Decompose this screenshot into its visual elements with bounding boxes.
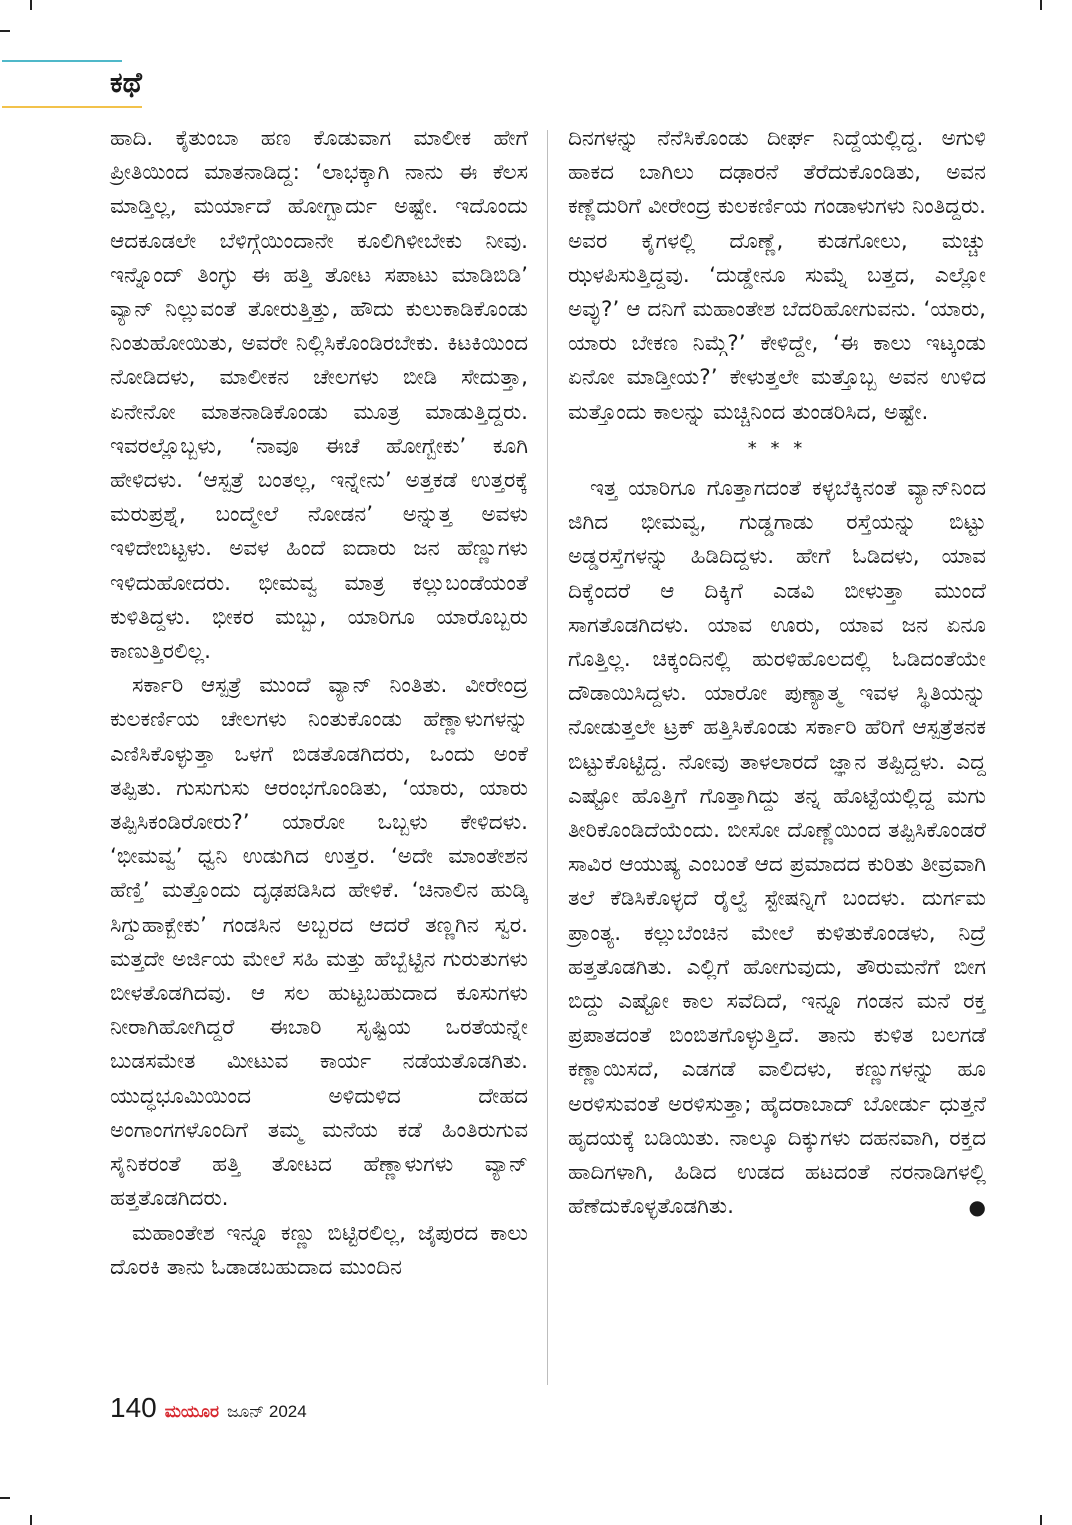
paragraph-text: ಇತ್ತ ಯಾರಿಗೂ ಗೊತ್ತಾಗದಂತೆ ಕಳ್ಳಬೆಕ್ಕಿನಂತೆ ವ್ಯಾನ್‌ನಿಂದ ಜಿಗಿದ ಭೀಮವ್ವ, ಗುಡ್ಡಗಾಡು ರಸ್ತೆಯನ್ನು ಬಿಟ್ಟು ಅಡ್ಡರಸ್ತೆಗಳನ್ನು ಹಿಡಿದಿದ್ದಳು. ಹೇಗೆ ಓಡಿದಳು, ಯಾವ ದಿಕ್ಕೆಂದರೆ ಆ ದಿಕ್ಕಿಗೆ ಎಡವಿ ಬೀಳುತ್ತಾ ಮುಂದೆ ಸಾಗತೊಡಗಿದಳು. ಯಾವ ಊರು, ಯಾವ ಜನ ಏನೂ ಗೊತ್ತಿಲ್ಲ. ಚಿಕ್ಕಂದಿನಲ್ಲಿ ಹುರಳಿಹೊಲದಲ್ಲಿ ಓಡಿದಂತೆಯೇ ದೌಡಾಯಿಸಿದ್ದಳು. ಯಾರೋ ಪುಣ್ಯಾತ್ಮ ಇವಳ ಸ್ಥಿತಿಯನ್ನು ನೋಡುತ್ತಲೇ ಟ್ರಕ್ ಹತ್ತಿಸಿಕೊಂಡು ಸರ್ಕಾರಿ ಹೆರಿಗೆ ಆಸ್ಪತ್ರೆತನಕ ಬಿಟ್ಟುಕೊಟ್ಟಿದ್ದ. ನೋವು ತಾಳಲಾರದೆ ಜ್ಞಾನ ತಪ್ಪಿದ್ದಳು. ಎದ್ದ ಎಷ್ಟೋ ಹೊತ್ತಿಗೆ ಗೊತ್ತಾಗಿದ್ದು ತನ್ನ ಹೊಟ್ಟೆಯಲ್ಲಿದ್ದ ಮಗು ತೀರಿಕೊಂಡಿದೆಯೆಂದು. ಬೀಸೋ ದೊಣ್ಣೆಯಿಂದ ತಪ್ಪಿಸಿಕೊಂಡರೆ ಸಾವಿರ ಆಯುಷ್ಯ ಎಂಬಂತೆ ಆದ ಪ್ರಮಾದದ ಕುರಿತು ತೀವ್ರವಾಗಿ ತಲೆ ಕೆಡಿಸಿಕೊಳ್ಳದೆ ರೈಲ್ವೆ ಸ್ಟೇಷನ್ನಿಗೆ ಬಂದಳು. ದುರ್ಗಮ ಪ್ರಾಂತ್ಯ. ಕಲ್ಲುಬೆಂಚಿನ ಮೇಲೆ ಕುಳಿತುಕೊಂಡಳು, ನಿದ್ರೆ ಹತ್ತತೊಡಗಿತು. ಎಲ್ಲಿಗೆ ಹೋಗುವುದು, ತೌರುಮನೆಗೆ ಬೀಗ ಬಿದ್ದು ಎಷ್ಟೋ ಕಾಲ ಸವೆದಿದೆ, ಇನ್ನೂ ಗಂಡನ ಮನೆ ರಕ್ತ ಪ್ರಪಾತದಂತೆ ಬಿಂಬಿತಗೊಳ್ಳುತ್ತಿದೆ. ತಾನು ಕುಳಿತ ಬಲಗಡೆ ಕಣ್ಣಾಯಿಸದೆ, ಎಡಗಡೆ ವಾಲಿದಳು, ಕಣ್ಣುಗಳನ್ನು ಹೂ ಅರಳಿಸುವಂತೆ ಅರಳಿಸುತ್ತಾ; ಹೈದರಾಬಾದ್ ಬೋರ್ಡು ಧುತ್ತನೆ ಹೃದಯಕ್ಕೆ ಬಡಿಯಿತು. ನಾಲ್ಕೂ ದಿಕ್ಕುಗಳು ದಹನವಾಗಿ, ರಕ್ತದ ಹಾದಿಗಳಾಗಿ, ಹಿಡಿದ ಉಡದ ಹಟದಂತೆ ನರನಾಡಿಗಳಲ್ಲಿ ಹೆಣೆದುಕೊಳ್ಳತೊಡಗಿತು.	[568, 476, 986, 1220]
crop-mark	[1040, 0, 1042, 10]
paragraph	[568, 472, 986, 1224]
magazine-logo: ಮಯೂರ	[164, 1402, 219, 1422]
scene-break: * * *	[747, 437, 807, 459]
right-column	[568, 122, 986, 1225]
page-number: 140	[110, 1392, 157, 1423]
paragraph: ಮಹಾಂತೇಶ ಇನ್ನೂ ಕಣ್ಣು ಬಿಟ್ಟಿರಲಿಲ್ಲ, ಜೈಪುರದ ಕಾಲು ದೊರಕಿ ತಾನು ಓಡಾಡಬಹುದಾದ ಮುಂದಿನ	[110, 1220, 528, 1280]
header-rule-top	[2, 60, 122, 62]
paragraph: ಹಾದಿ. ಕೈತುಂಬಾ ಹಣ ಕೊಡುವಾಗ ಮಾಲೀಕ ಹೇಗೆ ಪ್ರೀತಿಯಿಂದ ಮಾತನಾಡಿದ್ದ: ‘ಲಾಭಕ್ಕಾಗಿ ನಾನು ಈ ಕೆಲಸ ಮಾಡ್ತಿಲ್ಲ, ಮರ್ಯಾದೆ ಹೋಗ್ಬಾರ್ದು ಅಷ್ಟೇ. ಇದೊಂದು ಆದಕೂಡಲೇ ಬೆಳಿಗ್ಗೆಯಿಂದಾನೇ ಕೂಲಿಗಿಳೀಬೇಕು ನೀವು. ಇನ್ನೊಂದ್ ತಿಂಗ್ಳು ಈ ಹತ್ತಿ ತೋಟ ಸಪಾಟು ಮಾಡಿಬಿಡಿ’ ವ್ಯಾನ್ ನಿಲ್ಲುವಂತೆ ತೋರುತ್ತಿತ್ತು, ಹೌದು ಕುಲುಕಾಡಿಕೊಂಡು ನಿಂತುಹೋಯಿತು, ಅವರೇ ನಿಲ್ಲಿಸಿಕೊಂಡಿರಬೇಕು. ಕಿಟಕಿಯಿಂದ ನೋಡಿದಳು, ಮಾಲೀಕನ ಚೇಲಗಳು ಬೀಡಿ ಸೇದುತ್ತಾ, ಏನೇನೋ ಮಾತನಾಡಿಕೊಂಡು ಮೂತ್ರ ಮಾಡುತ್ತಿದ್ದರು. ಇವರಲ್ಲೊಬ್ಬಳು, ‘ನಾವೂ ಈಚೆ ಹೋಗ್ಬೇಕು’ ಕೂಗಿ ಹೇಳಿದಳು. ‘ಆಸ್ಪತ್ರೆ ಬಂತಲ್ಲ, ಇನ್ನೇನು’ ಅತ್ತಕಡೆ ಉತ್ತರಕ್ಕೆ ಮರುಪ್ರಶ್ನೆ, ಬಂದ್ಮೇಲೆ ನೋಡನ’ ಅನ್ನುತ್ತ ಅವಳು ಇಳಿದೇಬಿಟ್ಟಳು. ಅವಳ ಹಿಂದೆ ಐದಾರು ಜನ ಹೆಣ್ಣುಗಳು ಇಳಿದುಹೋದರು. ಭೀಮವ್ವ ಮಾತ್ರ ಕಲ್ಲುಬಂಡೆಯಂತೆ ಕುಳಿತಿದ್ದಳು. ಭೀಕರ ಮಬ್ಬು, ಯಾರಿಗೂ ಯಾರೊಬ್ಬರು ಕಾಣುತ್ತಿರಲಿಲ್ಲ.	[110, 126, 528, 665]
page-footer	[110, 1392, 307, 1428]
paragraph: ಸರ್ಕಾರಿ ಆಸ್ಪತ್ರೆ ಮುಂದೆ ವ್ಯಾನ್ ನಿಂತಿತು. ವೀರೇಂದ್ರ ಕುಲಕರ್ಣಿಯ ಚೇಲಗಳು ನಿಂತುಕೊಂಡು ಹೆಣ್ಣಾಳುಗಳನ್ನು ಎಣಿಸಿಕೊಳ್ಳುತ್ತಾ ಒಳಗೆ ಬಿಡತೊಡಗಿದರು, ಒಂದು ಅಂಕೆ ತಪ್ಪಿತು. ಗುಸುಗುಸು ಆರಂಭಗೊಂಡಿತು, ‘ಯಾರು, ಯಾರು ತಪ್ಪಿಸಿಕಂಡಿರೋರು?’ ಯಾರೋ ಒಬ್ಬಳು ಕೇಳಿದಳು. ‘ಭೀಮವ್ವ’ ಧ್ವನಿ ಉಡುಗಿದ ಉತ್ತರ. ‘ಅದೇ ಮಾಂತೇಶನ ಹೆಣ್ತಿ’ ಮತ್ತೊಂದು ದೃಢಪಡಿಸಿದ ಹೇಳಿಕೆ. ‘ಚಿನಾಲಿನ ಹುಡ್ಕಿ ಸಿಗ್ದುಹಾಕ್ಬೇಕು’ ಗಂಡಸಿನ ಅಬ್ಬರದ ಆದರೆ ತಣ್ಣಗಿನ ಸ್ವರ. ಮತ್ತದೇ ಅರ್ಜಿಯ ಮೇಲೆ ಸಹಿ ಮತ್ತು ಹೆಬ್ಬೆಟ್ಟಿನ ಗುರುತುಗಳು ಬೀಳತೊಡಗಿದವು. ಆ ಸಲ ಹುಟ್ಟಬಹುದಾದ ಕೂಸುಗಳು ನೀರಾಗಿಹೋಗಿದ್ದರೆ ಈಬಾರಿ ಸೃಷ್ಟಿಯ ಒರತೆಯನ್ನೇ ಬುಡಸಮೇತ ಮೀಟುವ ಕಾರ್ಯ ನಡೆಯತೊಡಗಿತು. ಯುದ್ಧಭೂಮಿಯಿಂದ ಅಳಿದುಳಿದ ದೇಹದ ಅಂಗಾಂಗಗಳೊಂದಿಗೆ ತಮ್ಮ ಮನೆಯ ಕಡೆ ಹಿಂತಿರುಗುವ ಸೈನಿಕರಂತೆ ಹತ್ತಿ ತೋಟದ ಹೆಣ್ಣಾಳುಗಳು ವ್ಯಾನ್ ಹತ್ತತೊಡಗಿದರು.	[110, 673, 528, 1212]
issue-date: ಜೂನ್ 2024	[226, 1402, 307, 1421]
crop-mark	[1040, 1515, 1042, 1525]
column-divider	[547, 130, 548, 1385]
paragraph: ದಿನಗಳನ್ನು ನೆನೆಸಿಕೊಂಡು ದೀರ್ಘ ನಿದ್ದೆಯಲ್ಲಿದ್ದ. ಅಗುಳಿ ಹಾಕದ ಬಾಗಿಲು ದಢಾರನೆ ತೆರೆದುಕೊಂಡಿತು, ಅವನ ಕಣ್ಣೆದುರಿಗೆ ವೀರೇಂದ್ರ ಕುಲಕರ್ಣಿಯ ಗಂಡಾಳುಗಳು ನಿಂತಿದ್ದರು. ಅವರ ಕೈಗಳಲ್ಲಿ ದೊಣ್ಣೆ, ಕುಡಗೋಲು, ಮಚ್ಚು ಝಳಪಿಸುತ್ತಿದ್ದವು. ‘ದುಡ್ಡೇನೂ ಸುಮ್ನೆ ಬತ್ತದ, ಎಲ್ಲೋ ಅವ್ಳು?’ ಆ ದನಿಗೆ ಮಹಾಂತೇಶ ಬೆದರಿಹೋಗುವನು. ‘ಯಾರು, ಯಾರು ಬೇಕಣ ನಿಮ್ಗೆ?’ ಕೇಳಿದ್ದೇ, ‘ಈ ಕಾಲು ಇಟ್ಕಂಡು ಏನೋ ಮಾಡ್ತೀಯ?’ ಕೇಳುತ್ತಲೇ ಮತ್ತೊಬ್ಬ ಅವನ ಉಳಿದ ಮತ್ತೊಂದು ಕಾಲನ್ನು ಮಚ್ಚಿನಿಂದ ತುಂಡರಿಸಿದ, ಅಷ್ಟೇ.	[568, 126, 986, 425]
crop-mark	[0, 30, 10, 32]
crop-mark	[0, 1497, 10, 1499]
section-title: ಕಥೆ	[110, 66, 142, 99]
crop-mark	[30, 1515, 32, 1525]
header-rule-bottom	[2, 106, 142, 108]
left-column	[110, 122, 528, 1285]
end-mark-icon: ●	[968, 1195, 986, 1220]
crop-mark	[30, 0, 32, 10]
